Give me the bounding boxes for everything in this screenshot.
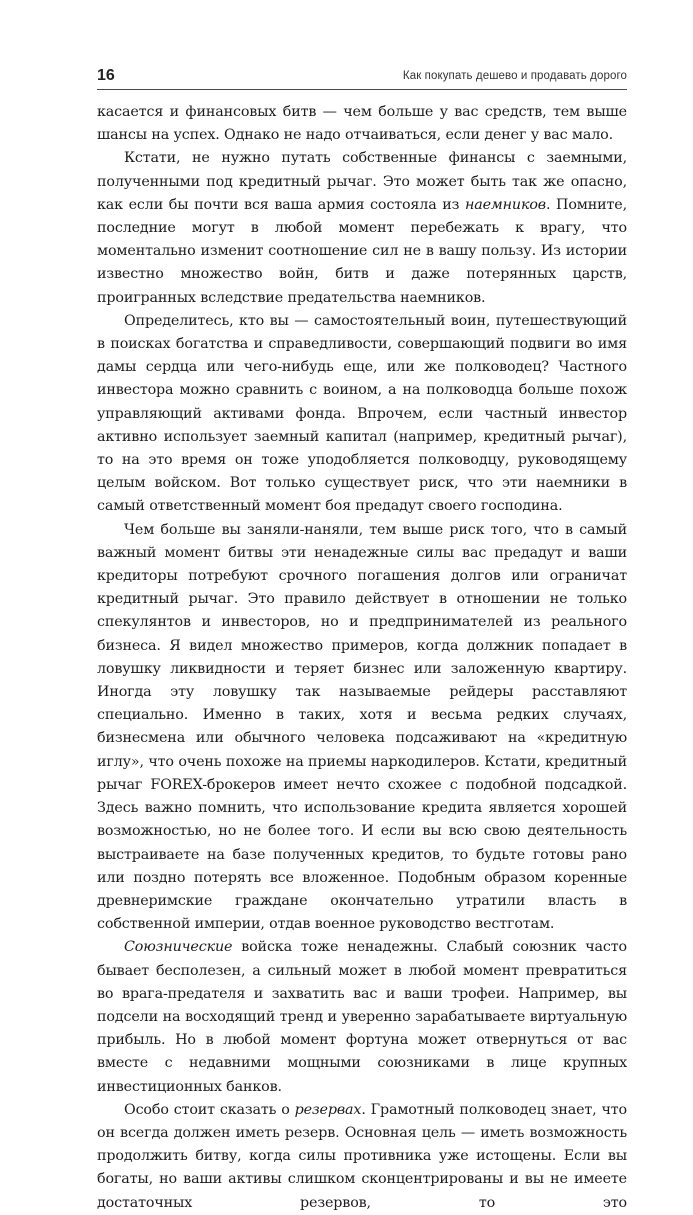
body-text: [97, 101, 627, 1215]
paragraph: [97, 147, 627, 309]
text-segment: касается и финансовых битв — чем больше у вас средств, тем выше шансы на успех. Однако не надо отчаиваться, если денег у вас мало.: [97, 104, 627, 144]
text-segment: Чем больше вы заняли-наняли, тем выше риск того, что в самый важный момент битвы эти ненадежные силы вас предадут и ваши кредиторы потребуют срочного погашения долгов или ограничат кредитный рычаг. Это правило действует в отношении не только спекулянтов и инвесторов, но и предпринимателей из реального бизнеса. Я видел множество примеров, когда должник попадает в ловушку ликвидности и теряет бизнес или заложенную квартиру. Иногда эту ловушку так называемые рейдеры расставляют специально. Именно в таких, хотя и весьма редких случаях, бизнесмена или обычного человека подсаживают на «кредитную иглу», что очень похоже на приемы наркодилеров. Кстати, кредитный рычаг FOREX-брокеров имеет нечто схожее с подобной подсадкой. Здесь важно помнить, что использование кредита является хорошей возможностью, но не более того. И если вы всю свою деятельность выстраиваете на базе полученных кредитов, то будьте готовы рано или поздно потерять все вложенное. Подобным образом коренные древнеримские граждане окончательно утратили власть в собственной империи, отдав военное руководство вестготам.: [97, 521, 627, 933]
running-title: Как покупать дешево и продавать дорого: [402, 70, 627, 82]
page-number: 16: [97, 67, 115, 84]
paragraph: [97, 519, 627, 937]
page-header: [97, 67, 627, 89]
italic-term: наемников: [464, 196, 546, 213]
paragraph: [97, 936, 627, 1098]
text-segment: войска тоже ненадежны. Слабый союзник часто бывает бесполезен, а сильный может в любой момент превратиться во врага-предателя и захватить вас и ваши трофеи. Например, вы подсели на восходящий тренд и уверенно зарабатываете виртуальную прибыль. Но в любой момент фортуна может отвернуться от вас вместе с недавними мощными союзниками в лице крупных инвестиционных банков.: [97, 939, 627, 1095]
paragraph: [97, 1099, 627, 1215]
header-rule: [97, 89, 627, 90]
italic-term: резервах: [294, 1101, 362, 1118]
text-segment: Кстати, не нужно путать собственные финансы с заемными, полученными под кредитный рычаг. Это может быть так же опасно, как если бы почти вся ваша армия состояла из: [97, 150, 627, 213]
text-segment: . Помните, последние могут в любой момент перебежать к врагу, что моментально изменит соотношение сил не в вашу пользу. Из истории известно множество войн, битв и даже потерянных царств, проигранных вследствие предательства наемников.: [97, 196, 627, 306]
italic-term: Союзнические: [124, 939, 233, 956]
text-segment: Определитесь, кто вы — самостоятельный воин, путешествующий в поисках богатства и справедливости, совершающий подвиги во имя дамы сердца или чего-нибудь еще, или же полководец? Частного инвестора можно сравнить с воином, а на полководца больше похож управляющий активами фонда. Впрочем, если частный инвестор активно использует заемный капитал (например, кредитный рычаг), то на это время он тоже уподобляется полководцу, руководящему целым войском. Вот только существует риск, что эти наемники в самый ответственный момент боя предадут своего господина.: [97, 312, 627, 515]
text-segment: Особо стоит сказать о: [124, 1101, 295, 1118]
text-segment: . Грамотный полководец знает, что он всегда должен иметь резерв. Основная цель — иметь возможность продолжить битву, когда силы противника уже истощены. Если вы богаты, но ваши активы слишком сконцентрированы и вы не имеете достаточных резервов, то это: [97, 1101, 627, 1211]
paragraph: [97, 101, 627, 147]
paragraph: [97, 310, 627, 519]
